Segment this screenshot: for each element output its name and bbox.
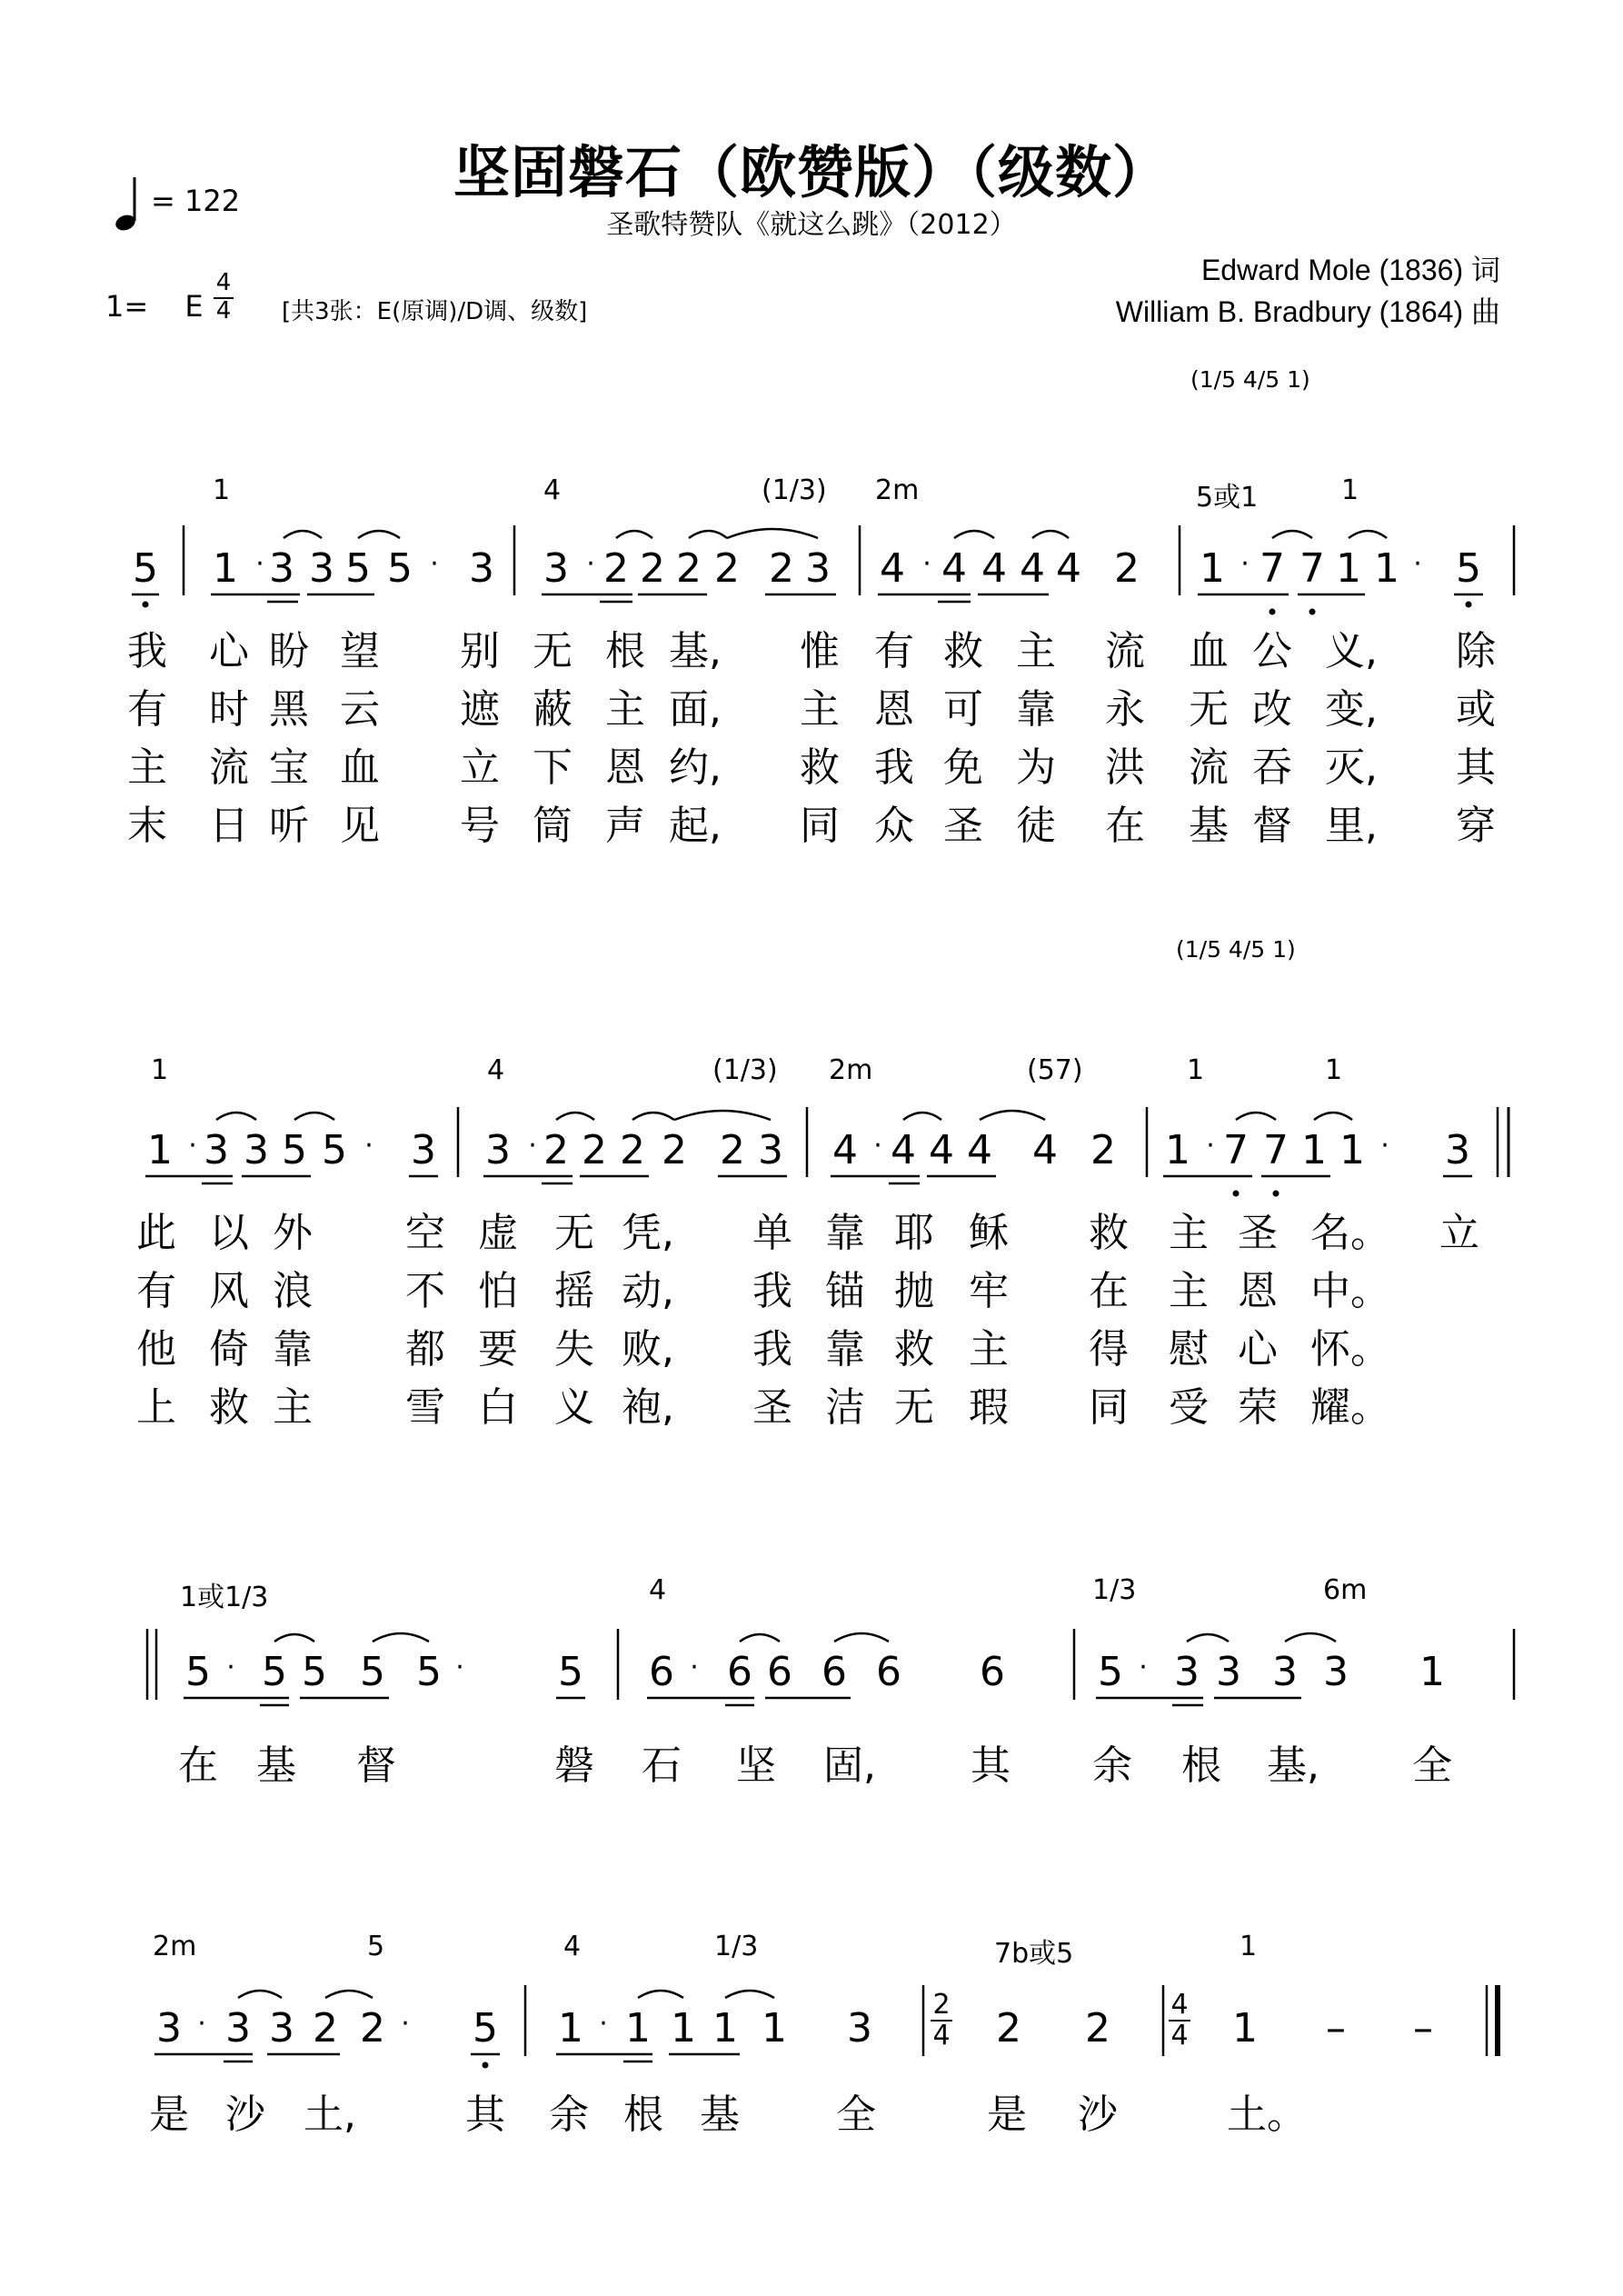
- svg-text:4: 4: [832, 1127, 858, 1173]
- lyric-char: 中。: [1310, 1268, 1390, 1314]
- lyric-char: 面,: [669, 686, 722, 733]
- lyric-char: 救: [943, 628, 983, 674]
- lyric-char: 名。: [1310, 1210, 1390, 1256]
- chord-symbol: 1或1/3: [180, 1582, 269, 1613]
- svg-text:5: 5: [133, 545, 158, 592]
- lyric-char: 同: [800, 803, 840, 849]
- svg-text:3: 3: [1174, 1649, 1200, 1695]
- lyric-char: 圣: [1238, 1210, 1278, 1256]
- lyric-char: 动,: [622, 1268, 674, 1314]
- lyric-char: 洁: [825, 1384, 865, 1431]
- lyric-char: 救: [894, 1326, 934, 1373]
- time-change-4-4: 4 4: [1167, 1992, 1192, 2049]
- svg-text:3: 3: [244, 1127, 269, 1173]
- chord-symbol: 1: [151, 1054, 169, 1086]
- lyric-char: 不: [405, 1268, 445, 1314]
- svg-text:4: 4: [981, 545, 1007, 592]
- svg-text:·: ·: [255, 548, 264, 580]
- lyric-char: 主: [1016, 628, 1056, 674]
- svg-text:·: ·: [873, 1130, 882, 1162]
- chord-symbol: 4: [563, 1931, 582, 1962]
- svg-text:3: 3: [1272, 1649, 1298, 1695]
- lyric-char: 主: [605, 686, 645, 733]
- lyric-char: 根: [623, 2091, 663, 2138]
- lyric-char: 我: [752, 1268, 792, 1314]
- lyric-char: 心: [1238, 1326, 1278, 1373]
- lyric-char: 在: [178, 1742, 218, 1789]
- svg-text:3: 3: [269, 545, 294, 592]
- svg-text:1: 1: [1200, 545, 1225, 592]
- lyric-char: 血: [1189, 628, 1229, 674]
- lyric-char: 流: [209, 744, 249, 791]
- svg-text:·: ·: [1206, 1130, 1215, 1162]
- svg-text:–: –: [1326, 2005, 1346, 2051]
- lyric-char: 抛: [894, 1268, 934, 1314]
- svg-text:·: ·: [1380, 1130, 1389, 1162]
- svg-text:3: 3: [543, 545, 569, 592]
- lyric-char: 云: [340, 686, 380, 733]
- lyric-char: 主: [800, 686, 840, 733]
- lyric-char: 时: [209, 686, 249, 733]
- lyric-char: 耶: [894, 1210, 934, 1256]
- svg-text:1: 1: [712, 2005, 738, 2051]
- svg-text:3: 3: [847, 2005, 872, 2051]
- svg-text:5: 5: [1098, 1649, 1123, 1695]
- svg-text:·: ·: [599, 2008, 608, 2040]
- lyric-char: 望: [340, 628, 380, 674]
- lyric-char: 主: [1169, 1210, 1209, 1256]
- chord-symbol: 5或1: [1196, 482, 1259, 514]
- svg-text:7: 7: [1260, 545, 1285, 592]
- lyric-char: 余: [549, 2091, 589, 2138]
- lyric-char: 救: [800, 744, 840, 791]
- svg-text:2: 2: [720, 1127, 745, 1173]
- svg-text:6: 6: [767, 1649, 792, 1695]
- lyric-char: 穿: [1456, 803, 1496, 849]
- lyric-char: 坚: [736, 1742, 776, 1789]
- svg-text:·: ·: [455, 1652, 464, 1683]
- lyric-char: 瑕: [969, 1384, 1009, 1431]
- svg-text:5: 5: [360, 1649, 385, 1695]
- lyric-char: 余: [1092, 1742, 1132, 1789]
- svg-text:3: 3: [805, 545, 831, 592]
- lyric-char: 失: [554, 1326, 594, 1373]
- lyric-char: 主: [127, 744, 167, 791]
- svg-text:7: 7: [1223, 1127, 1249, 1173]
- svg-text:6: 6: [821, 1649, 847, 1695]
- lyric-char: 凭,: [622, 1210, 674, 1256]
- key-tonic: E: [184, 289, 204, 324]
- lyric-char: 根: [1181, 1742, 1221, 1789]
- lyric-char: 督: [356, 1742, 396, 1789]
- lyric-char: 变,: [1325, 686, 1378, 733]
- svg-text:5: 5: [558, 1649, 583, 1695]
- lyric-char: 义,: [1325, 628, 1378, 674]
- lyric-char: 众: [874, 803, 914, 849]
- lyric-char: 全: [836, 2091, 876, 2138]
- svg-text:·: ·: [226, 1652, 235, 1683]
- time-change-2-4: 2 4: [929, 1992, 954, 2049]
- tempo-marking: = 122: [151, 184, 241, 218]
- svg-text:3: 3: [411, 1127, 436, 1173]
- lyric-char: 立: [1439, 1210, 1479, 1256]
- svg-text:1: 1: [671, 2005, 696, 2051]
- lyric-char: 其: [1456, 744, 1496, 791]
- lyricist-credit: Edward Mole (1836) 词: [1200, 254, 1500, 286]
- lyric-char: 下: [533, 744, 573, 791]
- svg-text:5: 5: [1456, 545, 1481, 592]
- svg-text:·: ·: [197, 2008, 206, 2040]
- lyric-char: 救: [1089, 1210, 1129, 1256]
- svg-text:6: 6: [876, 1649, 901, 1695]
- lyric-char: 心: [209, 628, 249, 674]
- lyric-char: 沙: [1078, 2091, 1118, 2138]
- svg-text:7: 7: [1263, 1127, 1289, 1173]
- lyric-char: 风: [209, 1268, 249, 1314]
- lyric-char: 无: [533, 628, 573, 674]
- svg-text:·: ·: [401, 2008, 410, 2040]
- song-title: 坚固磐石（欧赞版）（级数）: [453, 139, 1170, 205]
- lyric-char: 主: [273, 1384, 313, 1431]
- chord-symbol: 1: [1187, 1054, 1205, 1086]
- svg-text:5: 5: [282, 1127, 307, 1173]
- lyric-char: 主: [969, 1326, 1009, 1373]
- lyric-char: 沙: [225, 2091, 265, 2138]
- svg-text:1: 1: [558, 2005, 583, 2051]
- lyric-char: 无: [1189, 686, 1229, 733]
- svg-text:1: 1: [1339, 1127, 1365, 1173]
- svg-text:2: 2: [714, 545, 740, 592]
- svg-text:4: 4: [1032, 1127, 1058, 1173]
- lyric-char: 怕: [478, 1268, 518, 1314]
- lyrics-block-4: [149, 2081, 1512, 2140]
- svg-text:·: ·: [1240, 548, 1250, 580]
- lyric-char: 可: [943, 686, 983, 733]
- lyric-char: 立: [460, 744, 500, 791]
- lyric-char: 败,: [622, 1326, 674, 1373]
- svg-text:5: 5: [416, 1649, 442, 1695]
- lyric-char: 摇: [554, 1268, 594, 1314]
- lyric-char: 遮: [460, 686, 500, 733]
- lyric-char: 基: [1189, 803, 1229, 849]
- lyric-char: 稣: [969, 1210, 1009, 1256]
- svg-text:1: 1: [213, 545, 238, 592]
- chord-symbol: 5: [367, 1931, 385, 1962]
- svg-text:5: 5: [387, 545, 413, 592]
- lyric-char: 无: [894, 1384, 934, 1431]
- lyric-char: 耀。: [1310, 1384, 1390, 1431]
- lyric-char: 基: [700, 2091, 740, 2138]
- lyric-char: 吞: [1252, 744, 1292, 791]
- svg-text:1: 1: [625, 2005, 651, 2051]
- svg-text:1: 1: [147, 1127, 173, 1173]
- svg-text:2: 2: [1114, 545, 1140, 592]
- lyric-char: 浪: [273, 1268, 313, 1314]
- lyric-char: 石: [642, 1742, 682, 1789]
- lyric-char: 有: [127, 686, 167, 733]
- svg-text:4: 4: [941, 545, 967, 592]
- key-prefix: 1=: [105, 289, 149, 324]
- lyric-char: 白: [478, 1384, 518, 1431]
- chord-symbol: (1/3): [762, 474, 827, 506]
- version-note: [共3张：E(原调)/D调、级数]: [282, 298, 588, 325]
- lyric-char: 黑: [269, 686, 309, 733]
- lyric-char: 有: [874, 628, 914, 674]
- lyric-char: 圣: [943, 803, 983, 849]
- lyric-char: 土。: [1227, 2091, 1307, 2138]
- chord-symbol: 1/3: [1092, 1574, 1137, 1606]
- lyric-char: 公: [1252, 628, 1292, 674]
- lyric-char: 起,: [669, 803, 722, 849]
- lyric-char: 蔽: [533, 686, 573, 733]
- chord-symbol: 1: [1240, 1931, 1258, 1962]
- svg-text:6: 6: [727, 1649, 752, 1695]
- svg-text:6: 6: [980, 1649, 1005, 1695]
- svg-text:3: 3: [1323, 1649, 1349, 1695]
- lyric-char: 基: [256, 1742, 296, 1789]
- lyric-char: 灭,: [1325, 744, 1378, 791]
- svg-text:2: 2: [582, 1127, 607, 1173]
- time-signature: 4 4: [213, 271, 234, 323]
- lyric-char: 声: [605, 803, 645, 849]
- svg-text:4: 4: [929, 1127, 954, 1173]
- chord-symbol: 1: [1325, 1054, 1343, 1086]
- chord-symbol: 7b或5: [994, 1938, 1074, 1970]
- lyric-char: 我: [752, 1326, 792, 1373]
- svg-text:3: 3: [485, 1127, 511, 1173]
- lyric-char: 永: [1105, 686, 1145, 733]
- lyric-char: 日: [209, 803, 249, 849]
- svg-text:3: 3: [1445, 1127, 1470, 1173]
- lyric-char: 恩: [605, 744, 645, 791]
- lyric-char: 约,: [669, 744, 722, 791]
- svg-text:6: 6: [649, 1649, 674, 1695]
- lyric-char: 靠: [273, 1326, 313, 1373]
- svg-text:5: 5: [322, 1127, 347, 1173]
- lyric-char: 里,: [1325, 803, 1378, 849]
- svg-text:2: 2: [1085, 2005, 1110, 2051]
- svg-text:·: ·: [690, 1652, 699, 1683]
- svg-text:2: 2: [1090, 1127, 1116, 1173]
- svg-text:5: 5: [345, 545, 371, 592]
- svg-text:2: 2: [769, 545, 794, 592]
- lyric-char: 靠: [825, 1210, 865, 1256]
- lyric-char: 基,: [669, 628, 722, 674]
- svg-text:3: 3: [469, 545, 494, 592]
- lyric-char: 洪: [1105, 744, 1145, 791]
- lyric-char: 除: [1456, 628, 1496, 674]
- lyric-char: 得: [1089, 1326, 1129, 1373]
- lyric-char: 救: [209, 1384, 249, 1431]
- lyric-char: 我: [874, 744, 914, 791]
- lyric-char: 有: [136, 1268, 176, 1314]
- svg-text:4: 4: [891, 1127, 916, 1173]
- lyric-char: 其: [971, 1742, 1011, 1789]
- lyric-char: 是: [987, 2091, 1027, 2138]
- lyric-char: 为: [1016, 744, 1056, 791]
- svg-text:2: 2: [640, 545, 665, 592]
- svg-text:3: 3: [758, 1127, 783, 1173]
- svg-text:2: 2: [543, 1127, 569, 1173]
- lyric-char: 无: [554, 1210, 594, 1256]
- chord-symbol: 4: [649, 1574, 667, 1606]
- lyric-char: 其: [465, 2091, 505, 2138]
- lyric-char: 盼: [269, 628, 309, 674]
- lyric-char: 基,: [1267, 1742, 1319, 1789]
- svg-text:4: 4: [880, 545, 905, 592]
- lyric-char: 宝: [269, 744, 309, 791]
- lyric-char: 牢: [969, 1268, 1009, 1314]
- svg-text:·: ·: [1139, 1652, 1148, 1683]
- chord-symbol: 4: [543, 474, 562, 506]
- svg-text:4: 4: [1056, 545, 1081, 592]
- lyric-char: 惟: [800, 628, 840, 674]
- svg-text:5: 5: [473, 2005, 498, 2051]
- lyric-char: 在: [1089, 1268, 1129, 1314]
- lyric-char: 恩: [1238, 1268, 1278, 1314]
- lyric-char: 要: [478, 1326, 518, 1373]
- lyric-char: 锚: [825, 1268, 865, 1314]
- lyric-char: 受: [1169, 1384, 1209, 1431]
- svg-text:5: 5: [302, 1649, 327, 1695]
- lyric-char: 土,: [304, 2091, 356, 2138]
- svg-text:3: 3: [269, 2005, 294, 2051]
- svg-text:7: 7: [1299, 545, 1325, 592]
- lyric-char: 上: [136, 1384, 176, 1431]
- svg-text:1: 1: [1301, 1127, 1327, 1173]
- svg-text:–: –: [1413, 2005, 1433, 2051]
- svg-text:3: 3: [156, 2005, 182, 2051]
- chord-symbol: 2m: [875, 474, 920, 506]
- chord-symbol: 2m: [829, 1054, 873, 1086]
- lyric-char: 义: [554, 1384, 594, 1431]
- svg-text:4: 4: [967, 1127, 992, 1173]
- svg-text:3: 3: [1216, 1649, 1241, 1695]
- svg-text:·: ·: [1413, 548, 1422, 580]
- lyric-char: 或: [1456, 686, 1496, 733]
- chord-symbol: 2m: [153, 1931, 197, 1962]
- svg-text:2: 2: [603, 545, 629, 592]
- svg-text:2: 2: [996, 2005, 1021, 2051]
- svg-text:3: 3: [225, 2005, 251, 2051]
- lyric-char: 单: [752, 1210, 792, 1256]
- chord-symbol: (1/3): [712, 1054, 778, 1086]
- lyric-char: 号: [460, 803, 500, 849]
- lyric-char: 袍,: [622, 1384, 674, 1431]
- lyric-char: 流: [1189, 744, 1229, 791]
- composer-credit: William B. Bradbury (1864) 曲: [1115, 295, 1500, 328]
- svg-text:1: 1: [1374, 545, 1399, 592]
- chord-symbol: 1: [213, 474, 231, 506]
- lyric-char: 都: [405, 1326, 445, 1373]
- svg-text:·: ·: [188, 1130, 197, 1162]
- chord-symbol: 4: [487, 1054, 505, 1086]
- lyric-char: 流: [1105, 628, 1145, 674]
- lyric-char: 筒: [533, 803, 573, 849]
- lyric-char: 倚: [209, 1326, 249, 1373]
- lyric-char: 圣: [752, 1384, 792, 1431]
- lyric-char: 根: [605, 628, 645, 674]
- chord-symbol: 1: [1341, 474, 1359, 506]
- lyric-char: 外: [273, 1210, 313, 1256]
- lyric-char: 靠: [825, 1326, 865, 1373]
- svg-text:2: 2: [313, 2005, 338, 2051]
- svg-text:2: 2: [360, 2005, 385, 2051]
- lyric-char: 慰: [1169, 1326, 1209, 1373]
- chord-symbol: (57): [1027, 1054, 1083, 1086]
- lyric-char: 怀。: [1310, 1326, 1390, 1373]
- svg-text:2: 2: [662, 1127, 687, 1173]
- lyric-char: 血: [340, 744, 380, 791]
- lyric-char: 虚: [478, 1210, 518, 1256]
- lyric-char: 此: [136, 1210, 176, 1256]
- lyric-char: 督: [1252, 803, 1292, 849]
- lyric-char: 别: [460, 628, 500, 674]
- intro-chords: (1/5 4/5 1): [1176, 936, 1296, 963]
- svg-text:3: 3: [204, 1127, 229, 1173]
- intro-chords: (1/5 4/5 1): [1190, 366, 1310, 393]
- lyric-char: 全: [1412, 1742, 1452, 1789]
- lyric-char: 见: [340, 803, 380, 849]
- svg-text:1: 1: [1419, 1649, 1445, 1695]
- lyric-char: 主: [1169, 1268, 1209, 1314]
- lyric-char: 雪: [405, 1384, 445, 1431]
- lyric-char: 免: [943, 744, 983, 791]
- lyric-char: 徒: [1016, 803, 1056, 849]
- svg-text:2: 2: [676, 545, 702, 592]
- lyric-char: 空: [405, 1210, 445, 1256]
- lyric-char: 固,: [823, 1742, 876, 1789]
- song-subtitle: 圣歌特赞队《就这么跳》（2012）: [606, 209, 1017, 241]
- svg-text:1: 1: [1336, 545, 1361, 592]
- svg-text:5: 5: [185, 1649, 211, 1695]
- lyric-char: 末: [127, 803, 167, 849]
- svg-text:4: 4: [1020, 545, 1045, 592]
- lyric-char: 磐: [554, 1742, 594, 1789]
- svg-text:3: 3: [309, 545, 334, 592]
- svg-text:1: 1: [762, 2005, 787, 2051]
- svg-text:5: 5: [262, 1649, 287, 1695]
- lyric-char: 荣: [1238, 1384, 1278, 1431]
- lyric-char: 我: [127, 628, 167, 674]
- lyric-char: 改: [1252, 686, 1292, 733]
- svg-text:·: ·: [430, 548, 439, 580]
- lyric-char: 他: [136, 1326, 176, 1373]
- lyric-char: 在: [1105, 803, 1145, 849]
- lyric-char: 恩: [874, 686, 914, 733]
- svg-text:·: ·: [922, 548, 931, 580]
- svg-text:1: 1: [1165, 1127, 1190, 1173]
- svg-text:1: 1: [1232, 2005, 1258, 2051]
- chord-symbol: 6m: [1323, 1574, 1368, 1606]
- svg-text:·: ·: [364, 1130, 373, 1162]
- lyric-char: 以: [209, 1210, 249, 1256]
- lyric-char: 听: [269, 803, 309, 849]
- lyric-char: 靠: [1016, 686, 1056, 733]
- lyric-char: 同: [1089, 1384, 1129, 1431]
- svg-text:2: 2: [620, 1127, 645, 1173]
- svg-text:·: ·: [528, 1130, 537, 1162]
- svg-text:·: ·: [586, 548, 595, 580]
- lyric-char: 是: [149, 2091, 189, 2138]
- chord-symbol: 1/3: [714, 1931, 759, 1962]
